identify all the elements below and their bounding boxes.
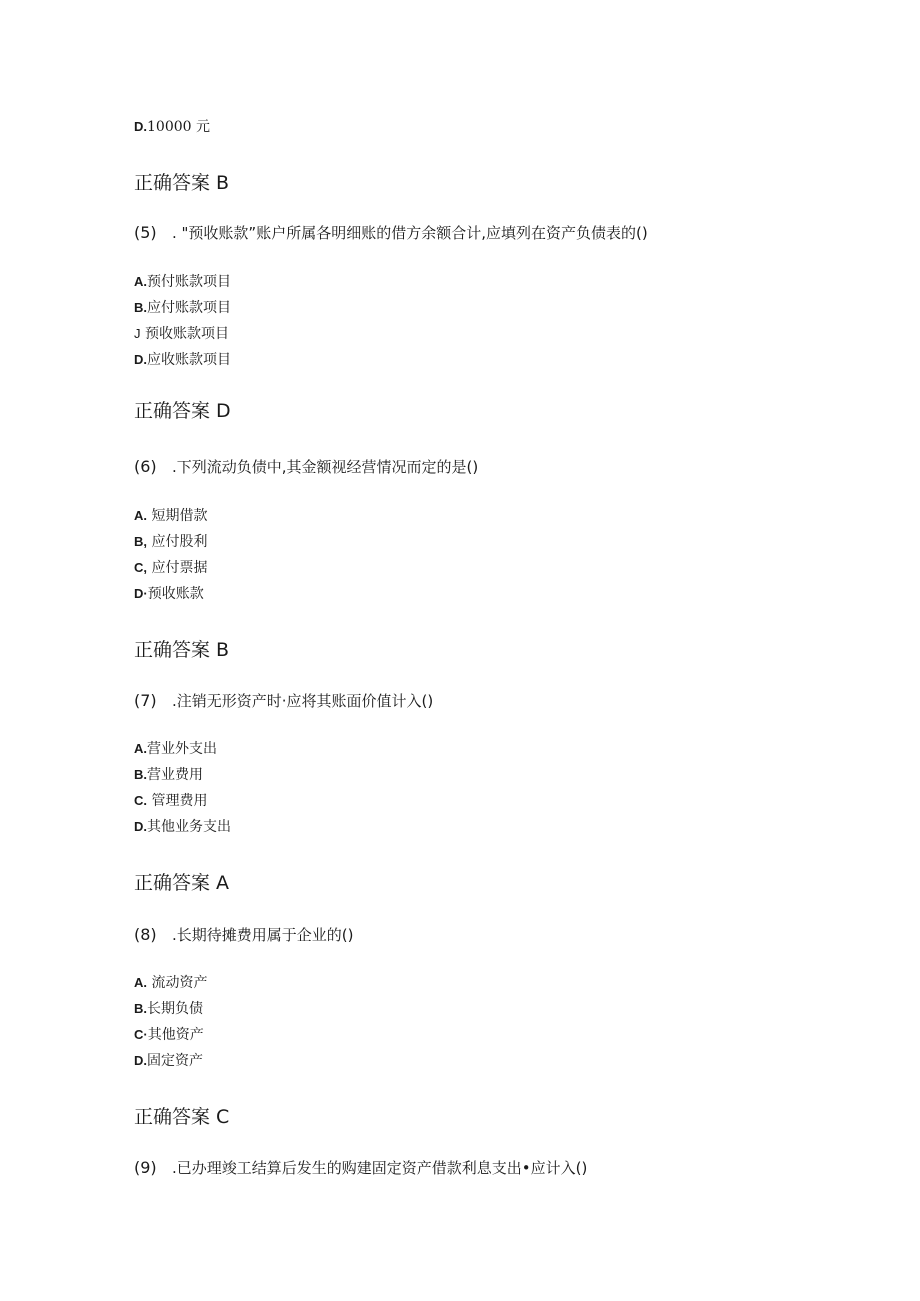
option-text: 长期负债 xyxy=(147,1001,203,1017)
correct-answer-q8: 正确答案 C xyxy=(134,1106,230,1128)
option-key: A. xyxy=(134,975,147,990)
option-d-q5 xyxy=(134,351,231,369)
option-key: B. xyxy=(134,300,147,315)
option-text: 预收账款项目 xyxy=(140,326,229,342)
option-b-q5 xyxy=(134,299,231,317)
question-number: (6) xyxy=(134,457,157,476)
question-9 xyxy=(134,1158,587,1178)
option-key: C, xyxy=(134,560,147,575)
option-c-q5 xyxy=(134,325,229,343)
option-key: B. xyxy=(134,1001,147,1016)
option-a-q7 xyxy=(134,740,217,758)
option-text: 短期借款 xyxy=(147,508,208,524)
question-number: (8) xyxy=(134,925,157,944)
option-d-q4 xyxy=(134,118,210,136)
correct-answer-q7: 正确答案 A xyxy=(134,872,230,894)
option-key: C. xyxy=(134,793,147,808)
option-key: D. xyxy=(134,819,147,834)
question-number: (5) xyxy=(134,223,157,242)
question-text: .已办理竣工结算后发生的购建固定资产借款利息支出•应计入() xyxy=(172,1159,588,1177)
option-b-q6 xyxy=(134,533,207,551)
option-text: 应付股利 xyxy=(147,534,208,550)
option-d-q6 xyxy=(134,585,204,603)
option-c-q8 xyxy=(134,1026,204,1044)
correct-answer-q5: 正确答案 D xyxy=(134,400,231,422)
option-a-q8 xyxy=(134,974,207,992)
question-text: .长期待摊费用属于企业的() xyxy=(172,926,354,944)
option-key: C· xyxy=(134,1027,148,1042)
option-text: 预收账款 xyxy=(147,586,204,602)
question-text: . "预收账款”账户所属各明细账的借方余额合计,应填列在资产负债表的() xyxy=(172,224,648,242)
question-5 xyxy=(134,223,648,243)
option-c-q7 xyxy=(134,792,207,810)
option-text: 管理费用 xyxy=(147,793,208,809)
option-key: D. xyxy=(134,1053,147,1068)
option-key: A. xyxy=(134,274,147,289)
question-8 xyxy=(134,925,353,945)
option-text: 流动资产 xyxy=(147,975,208,991)
option-text: 其他业务支出 xyxy=(147,819,231,835)
question-text: .下列流动负债中,其金额视经营情况而定的是() xyxy=(172,458,479,476)
question-6 xyxy=(134,457,478,477)
option-text: 应付票据 xyxy=(147,560,208,576)
option-key: D. xyxy=(134,352,147,367)
option-key: A. xyxy=(134,508,147,523)
option-key: A. xyxy=(134,741,147,756)
option-c-q6 xyxy=(134,559,207,577)
option-key: D· xyxy=(134,586,148,601)
option-b-q7 xyxy=(134,766,203,784)
option-key: B. xyxy=(134,767,147,782)
option-a-q6 xyxy=(134,507,207,525)
option-text: 应收账款项目 xyxy=(147,352,231,368)
question-text: .注销无形资产时·应将其账面价值计入() xyxy=(172,692,434,710)
option-text: 预付账款项目 xyxy=(147,274,231,290)
option-d-q7 xyxy=(134,818,231,836)
correct-answer-q4: 正确答案 B xyxy=(134,172,230,194)
option-b-q8 xyxy=(134,1000,203,1018)
correct-answer-q6: 正确答案 B xyxy=(134,639,230,661)
option-text: 其他资产 xyxy=(147,1027,204,1043)
option-text: 固定资产 xyxy=(147,1053,203,1069)
option-text: 营业费用 xyxy=(147,767,203,783)
question-number: (9) xyxy=(134,1158,157,1177)
question-7 xyxy=(134,691,433,711)
option-d-q8 xyxy=(134,1052,203,1070)
option-key: J xyxy=(134,326,141,341)
option-a-q5 xyxy=(134,273,231,291)
option-key: B, xyxy=(134,534,147,549)
option-text: 应付账款项目 xyxy=(147,300,231,316)
option-key: D. xyxy=(134,119,147,134)
option-text: 营业外支出 xyxy=(147,741,217,757)
question-number: (7) xyxy=(134,691,157,710)
option-text: 10000 元 xyxy=(147,119,210,135)
